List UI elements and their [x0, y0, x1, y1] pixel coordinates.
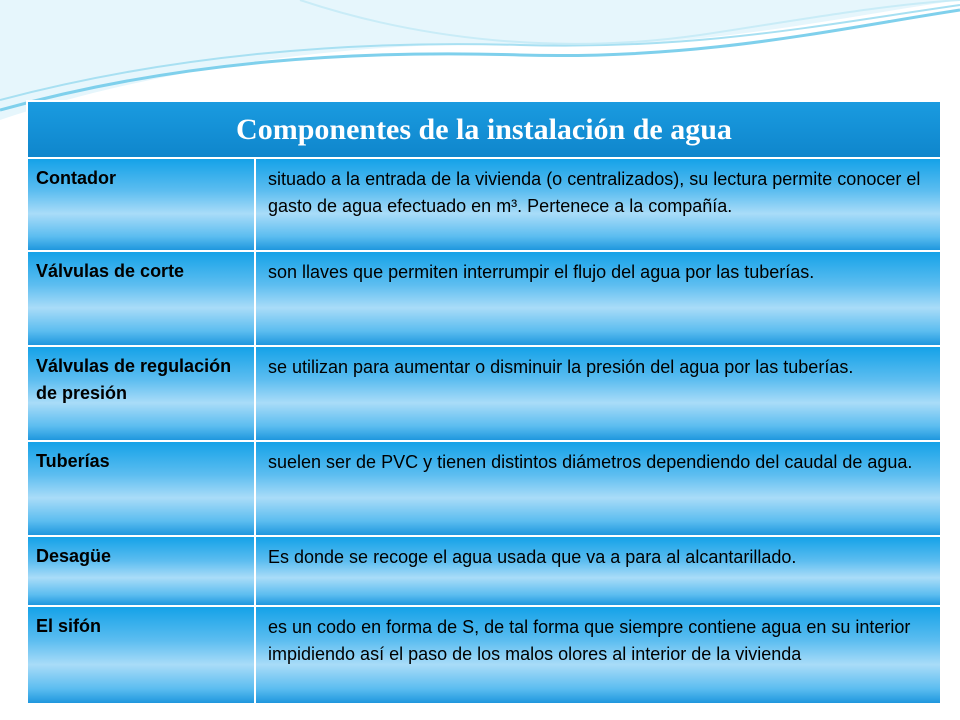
row-term: El sifón — [27, 606, 255, 704]
table-row — [27, 158, 941, 251]
row-term: Contador — [27, 158, 255, 251]
row-term: Tuberías — [27, 441, 255, 536]
table-row — [27, 606, 941, 704]
row-term: Válvulas de corte — [27, 251, 255, 346]
row-description: se utilizan para aumentar o disminuir la presión del agua por las tuberías. — [255, 346, 941, 441]
table-row — [27, 346, 941, 441]
table-row — [27, 536, 941, 606]
table-row — [27, 251, 941, 346]
table-row — [27, 441, 941, 536]
row-description: situado a la entrada de la vivienda (o centralizados), su lectura permite conocer el gasto de agua efectuado en m³. Pertenece a la compañía. — [255, 158, 941, 251]
table-title: Componentes de la instalación de agua — [27, 101, 941, 158]
row-term: Desagüe — [27, 536, 255, 606]
row-term: Válvulas de regulación de presión — [27, 346, 255, 441]
row-description: Es donde se recoge el agua usada que va a para al alcantarillado. — [255, 536, 941, 606]
row-description: es un codo en forma de S, de tal forma que siempre contiene agua en su interior impidiendo así el paso de los malos olores al interior de la vivienda — [255, 606, 941, 704]
row-description: suelen ser de PVC y tienen distintos diámetros dependiendo del caudal de agua. — [255, 441, 941, 536]
components-table — [26, 100, 942, 705]
row-description: son llaves que permiten interrumpir el flujo del agua por las tuberías. — [255, 251, 941, 346]
